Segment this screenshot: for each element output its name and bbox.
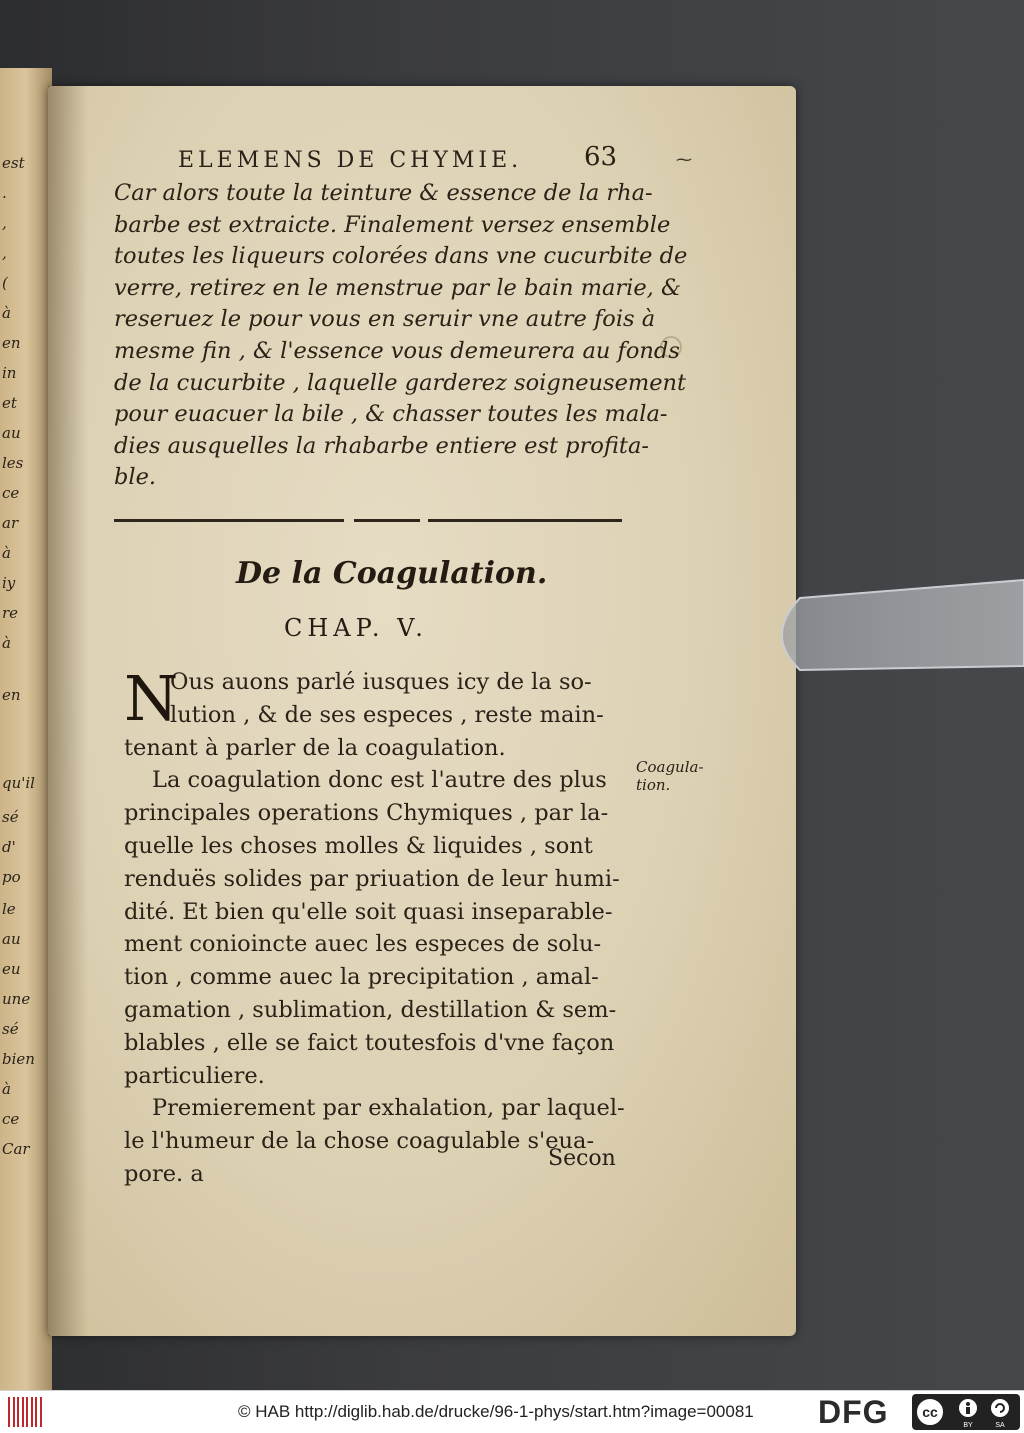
left-fragment: Car: [2, 1140, 30, 1158]
text-line: particuliere.: [124, 1062, 265, 1089]
ornament-rule: [114, 516, 622, 526]
left-fragment: ,: [2, 214, 7, 232]
italic-paragraph: [114, 178, 688, 494]
sa-label: SA: [995, 1422, 1005, 1429]
left-fragment: au: [2, 424, 21, 442]
text-line: de la cucurbite , laquelle garderez soigneusement: [114, 369, 687, 396]
text-line: gamation , sublimation, destillation & sem-: [124, 996, 617, 1023]
by-label: BY: [963, 1422, 973, 1429]
section-title: De la Coagulation.: [236, 556, 548, 591]
gutter-shadow: [48, 86, 88, 1336]
text-line: blables , elle se faict toutesfois d'vne façon: [124, 1029, 615, 1056]
text-line: renduës solides par priuation de leur humi-: [124, 865, 620, 892]
left-fragment: sé: [2, 1020, 19, 1038]
left-fragment: in: [2, 364, 17, 382]
text-line: mesme fin , & l'essence vous demeurera au fonds: [114, 337, 680, 364]
footer-bar: [0, 1390, 1024, 1433]
text-line: dies ausquelles la rhabarbe entiere est profita-: [114, 432, 649, 459]
cc-label: cc: [922, 1404, 938, 1420]
margin-note: Coagula- tion.: [636, 758, 704, 794]
text-line: pour euacuer la bile , & chasser toutes les mala-: [114, 401, 668, 428]
left-fragment: et: [2, 394, 17, 412]
hab-barcode-icon: [8, 1397, 42, 1427]
left-fragment: po: [2, 868, 21, 886]
left-fragment: à: [2, 304, 11, 322]
left-fragment: (: [2, 274, 8, 292]
rule-segment: [428, 519, 622, 522]
body-paragraph: [124, 662, 625, 1191]
text-line: Car alors toute la teinture & essence de la rha-: [114, 180, 653, 206]
left-fragment: ce: [2, 484, 20, 502]
left-fragment: re: [2, 604, 19, 622]
text-line: barbe est extraicte. Finalement versez ensemble: [114, 211, 671, 238]
left-fragment: à: [2, 634, 11, 652]
left-fragment: iy: [2, 574, 16, 592]
left-fragment: ,: [2, 244, 7, 262]
cc-by-sa-icon[interactable]: [912, 1394, 1020, 1430]
page-number: 63: [584, 142, 618, 172]
left-fragment: qu'il: [2, 774, 35, 792]
left-fragment: les: [2, 454, 24, 472]
left-fragment: ce: [2, 1110, 20, 1128]
left-fragment: une: [2, 990, 31, 1008]
text-line: principales operations Chymiques , par la-: [124, 800, 609, 827]
left-fragment: ar: [2, 514, 19, 532]
text-line: tenant à parler de la coagulation.: [124, 734, 506, 761]
text-line: ble.: [114, 464, 157, 491]
left-fragment: à: [2, 1080, 11, 1098]
text-line: verre, retirez en le menstrue par le bain marie, &: [114, 274, 682, 301]
left-page-edge: [0, 68, 52, 1390]
text-line: La coagulation donc est l'autre des plus: [152, 767, 607, 794]
text-line: le l'humeur de la chose coagulable s'eua-: [124, 1128, 595, 1155]
left-fragment: en: [2, 334, 21, 352]
text-line: pore. a: [124, 1160, 204, 1187]
rule-segment: [114, 519, 344, 522]
left-fragment: au: [2, 930, 21, 948]
left-fragment: .: [2, 184, 7, 202]
left-fragment: à: [2, 544, 11, 562]
chapter-heading: CHAP. V.: [284, 614, 428, 642]
text-line: quelle les choses molles & liquides , sont: [124, 832, 593, 859]
left-fragment: est: [2, 154, 25, 172]
dfg-logo: DFG: [818, 1394, 889, 1430]
left-fragment: d': [2, 838, 16, 856]
text-line: reseruez le pour vous en seruir vne autre fois à: [114, 306, 656, 333]
copyright-link[interactable]: © HAB http://diglib.hab.de/drucke/96-1-phys/start.htm?image=00081: [238, 1402, 754, 1421]
text-line: ment conioincte auec les especes de solu-: [124, 931, 602, 958]
left-fragment: en: [2, 686, 21, 704]
left-fragment: eu: [2, 960, 21, 978]
text-line: tion , comme auec la precipitation , amal-: [124, 964, 599, 991]
corner-mark: ⁓: [676, 150, 692, 169]
left-fragment: sé: [2, 808, 19, 826]
catchword: Secon: [548, 1146, 616, 1171]
running-head: ELEMENS DE CHYMIE.: [178, 148, 523, 173]
text-line: lution , & de ses especes , reste main-: [170, 701, 604, 728]
text-line: Premierement par exhalation, par laquel-: [152, 1095, 625, 1122]
rule-segment: [354, 519, 420, 522]
text-line: Ous auons parlé iusques icy de la so-: [170, 669, 592, 695]
drop-cap: N: [124, 662, 179, 735]
left-fragment: le: [2, 900, 16, 918]
book-page: [48, 86, 796, 1336]
glass-clamp: [760, 578, 1024, 698]
text-line: toutes les liqueurs colorées dans vne cucurbite de: [114, 243, 688, 270]
text-line: dité. Et bien qu'elle soit quasi inseparable-: [124, 898, 613, 925]
left-fragment: bien: [2, 1050, 35, 1068]
